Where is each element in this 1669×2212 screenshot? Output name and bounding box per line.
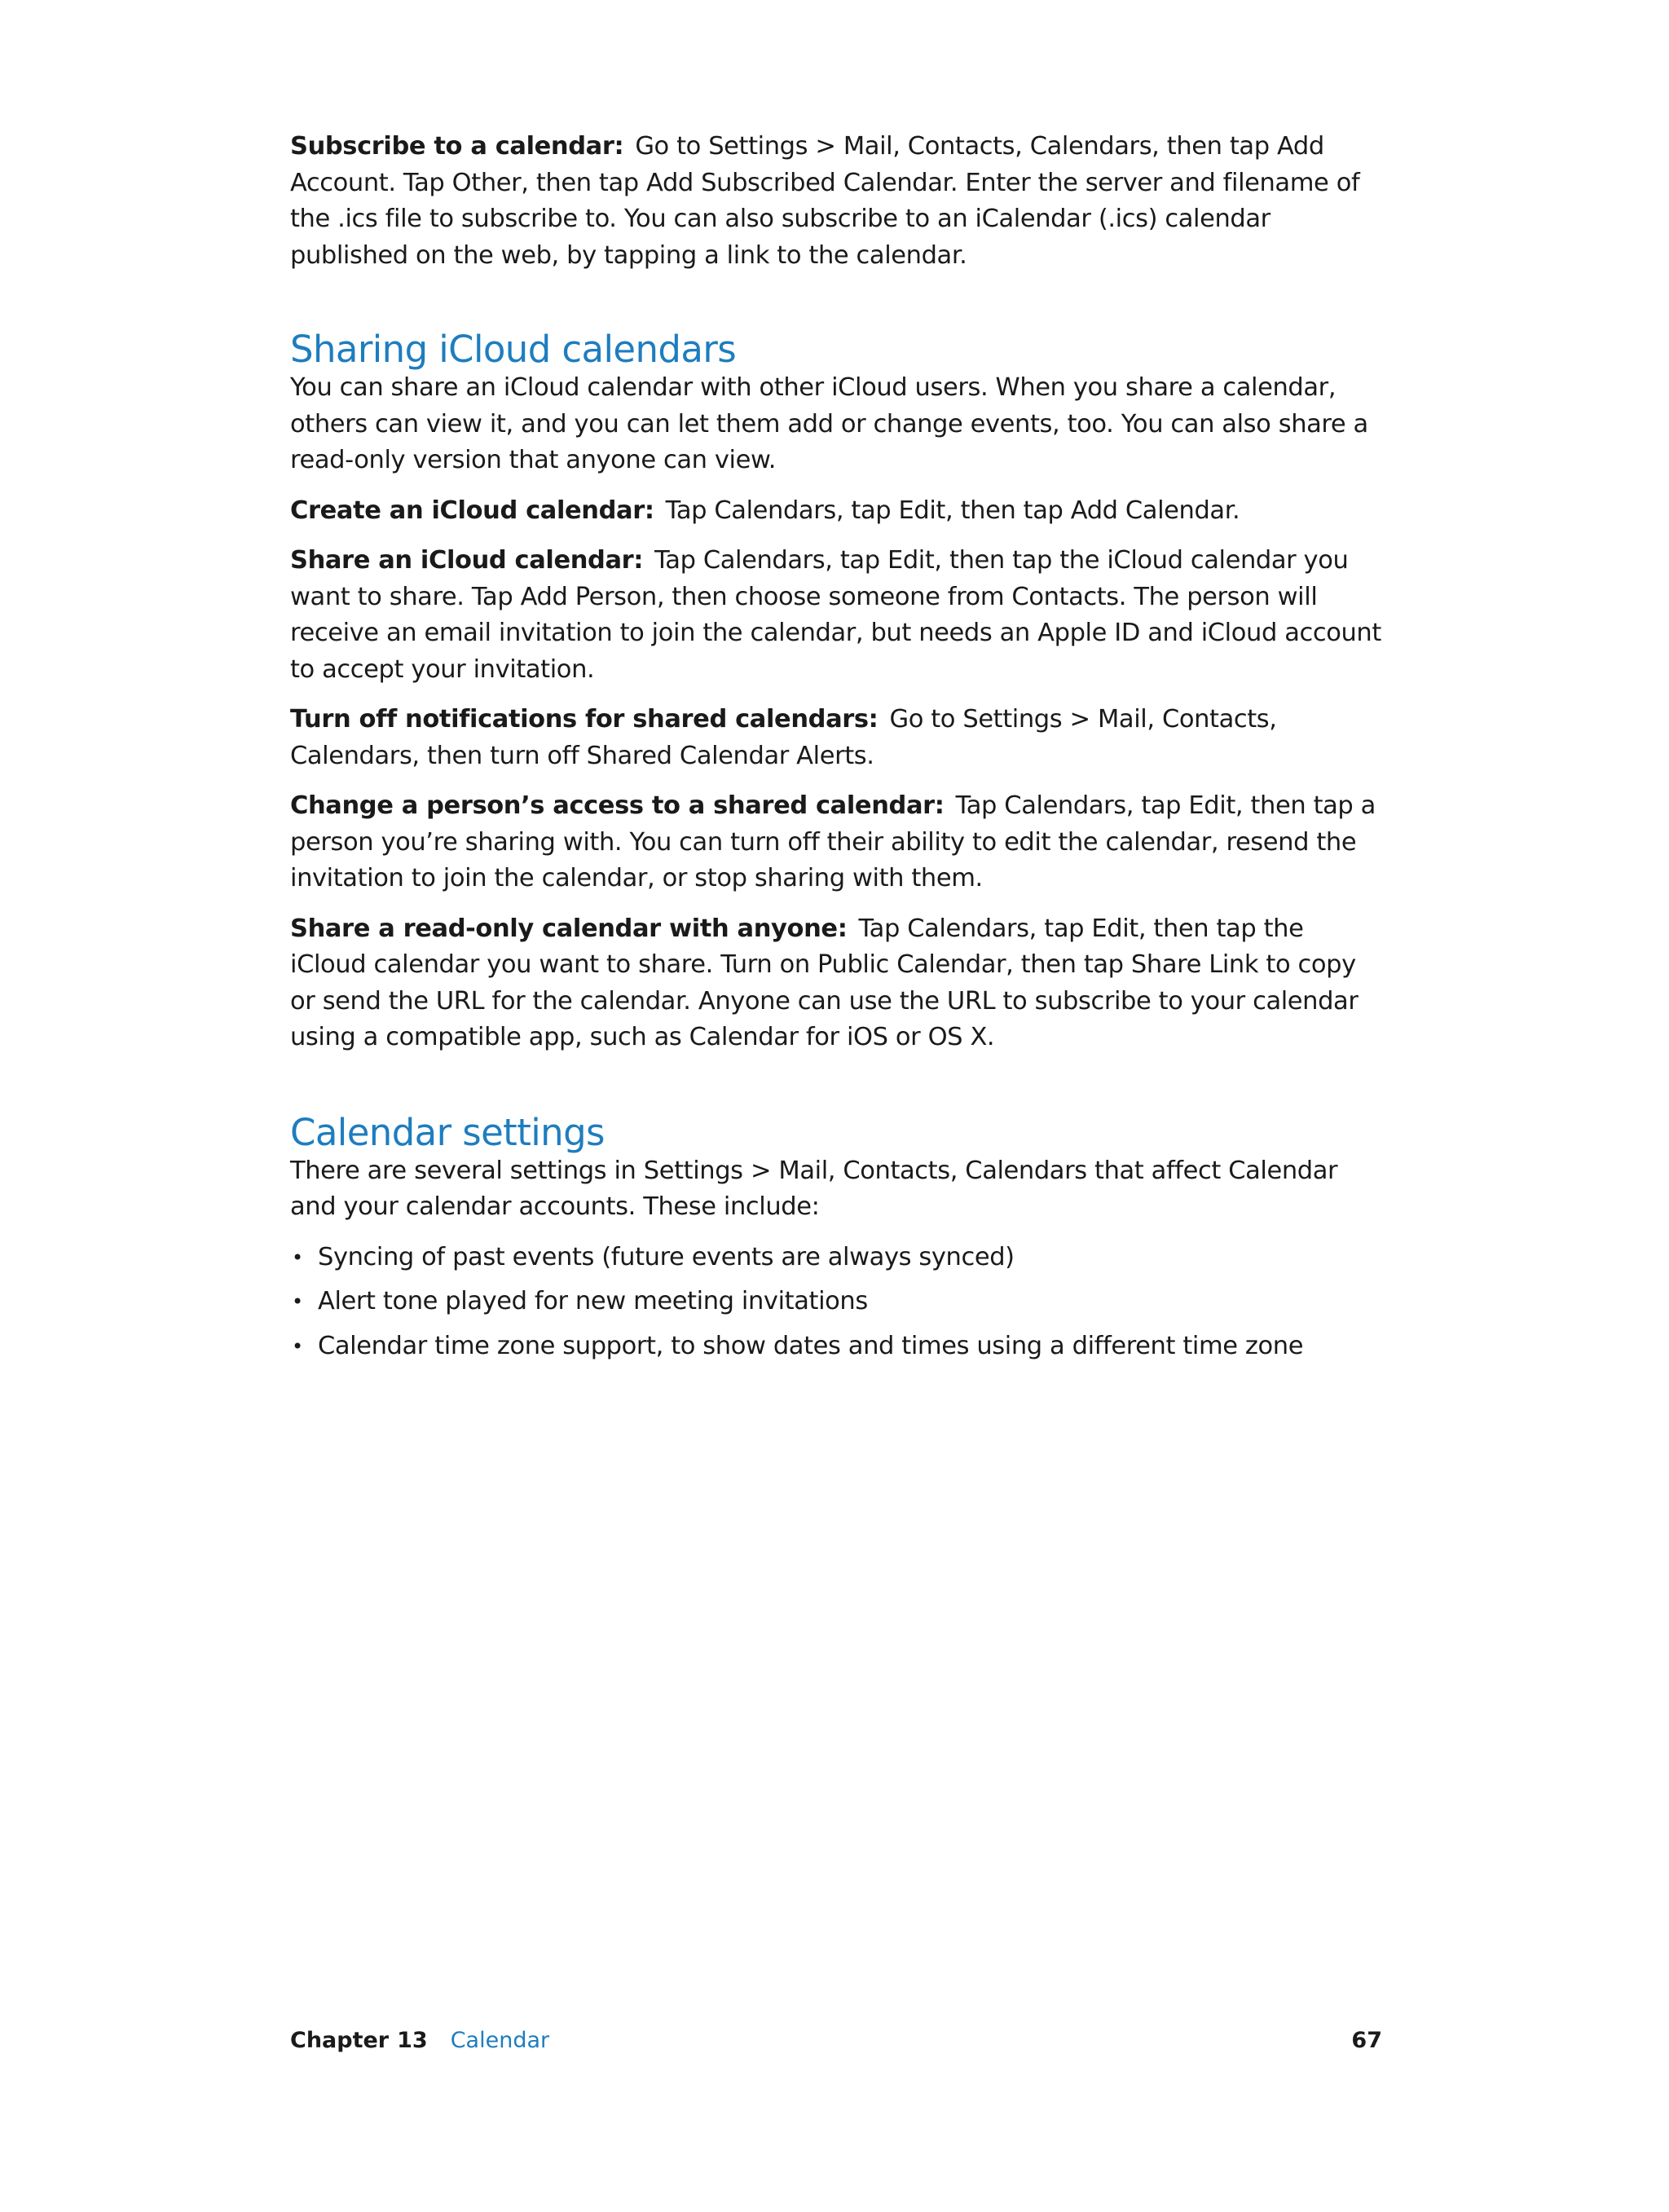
turn-off-notifications-text: Go to Settings > Mail, Contacts, Calendars, then turn off Shared Calendar Alerts. bbox=[290, 705, 1277, 770]
share-calendar-paragraph bbox=[290, 543, 1382, 688]
page-number: 67 bbox=[1351, 2028, 1382, 2053]
read-only-paragraph bbox=[290, 911, 1382, 1056]
create-calendar-paragraph bbox=[290, 493, 1382, 530]
list-item bbox=[290, 1284, 1382, 1320]
page-content bbox=[290, 129, 1382, 1373]
share-calendar-text: Tap Calendars, tap Edit, then tap the iCloud calendar you want to share. Tap Add Person, then choose someone from Contacts. The person will receive an email invitation to join the calendar, but needs an Apple ID and iCloud account to accept your invitation. bbox=[290, 546, 1381, 684]
settings-heading: Calendar settings bbox=[290, 1110, 605, 1154]
bullet-icon: • bbox=[292, 1334, 303, 1358]
list-item-text: Syncing of past events (future events are always synced) bbox=[318, 1242, 1015, 1271]
bullet-icon: • bbox=[292, 1245, 303, 1269]
footer-chapter-number: 13 bbox=[397, 2028, 428, 2053]
create-calendar-term: Create an iCloud calendar: bbox=[290, 496, 654, 525]
subscribe-paragraph bbox=[290, 129, 1382, 274]
page-footer bbox=[290, 2025, 1382, 2057]
read-only-text: Tap Calendars, tap Edit, then tap the iCloud calendar you want to share. Turn on Public Calendar, then tap Share Link to copy or send the URL for the calendar. Anyone can use the URL to subscribe to your calendar using a compatible app, such as Calendar for iOS or OS X. bbox=[290, 914, 1359, 1051]
create-calendar-text: Tap Calendars, tap Edit, then tap Add Calendar. bbox=[665, 496, 1240, 525]
settings-bullet-list bbox=[290, 1240, 1382, 1365]
sharing-intro: You can share an iCloud calendar with other iCloud users. When you share a calendar, others can view it, and you can let them add or change events, too. You can also share a read-only version that anyone can view. bbox=[290, 373, 1368, 474]
change-access-text: Tap Calendars, tap Edit, then tap a person you’re sharing with. You can turn off their ability to edit the calendar, resend the invitation to join the calendar, or stop sharing with them. bbox=[290, 791, 1376, 892]
subscribe-text: Go to Settings > Mail, Contacts, Calendars, then tap Add Account. Tap Other, then tap Add Subscribed Calendar. Enter the server and filename of the .ics file to subscribe to. You can also subscribe to an iCalendar (.ics) calendar published on the web, by tapping a link to the calendar. bbox=[290, 132, 1360, 270]
list-item bbox=[290, 1329, 1382, 1365]
turn-off-notifications-term: Turn off notifications for shared calendars: bbox=[290, 705, 879, 734]
list-item bbox=[290, 1240, 1382, 1276]
footer-chapter-word: Chapter bbox=[290, 2028, 390, 2053]
list-item-text: Calendar time zone support, to show dates and times using a different time zone bbox=[318, 1331, 1304, 1360]
list-item-text: Alert tone played for new meeting invitations bbox=[318, 1287, 868, 1315]
footer-chapter-title: Calendar bbox=[450, 2028, 550, 2053]
sharing-heading: Sharing iCloud calendars bbox=[290, 328, 737, 371]
read-only-term: Share a read-only calendar with anyone: bbox=[290, 914, 848, 943]
subscribe-term: Subscribe to a calendar: bbox=[290, 132, 624, 161]
footer-chapter-label bbox=[290, 2028, 428, 2053]
change-access-term: Change a person’s access to a shared calendar: bbox=[290, 791, 945, 820]
change-access-paragraph bbox=[290, 788, 1382, 897]
settings-intro: There are several settings in Settings > Mail, Contacts, Calendars that affect Calendar and your calendar accounts. These include: bbox=[290, 1156, 1338, 1221]
bullet-icon: • bbox=[292, 1290, 303, 1313]
turn-off-notifications-paragraph bbox=[290, 702, 1382, 774]
share-calendar-term: Share an iCloud calendar: bbox=[290, 546, 644, 575]
